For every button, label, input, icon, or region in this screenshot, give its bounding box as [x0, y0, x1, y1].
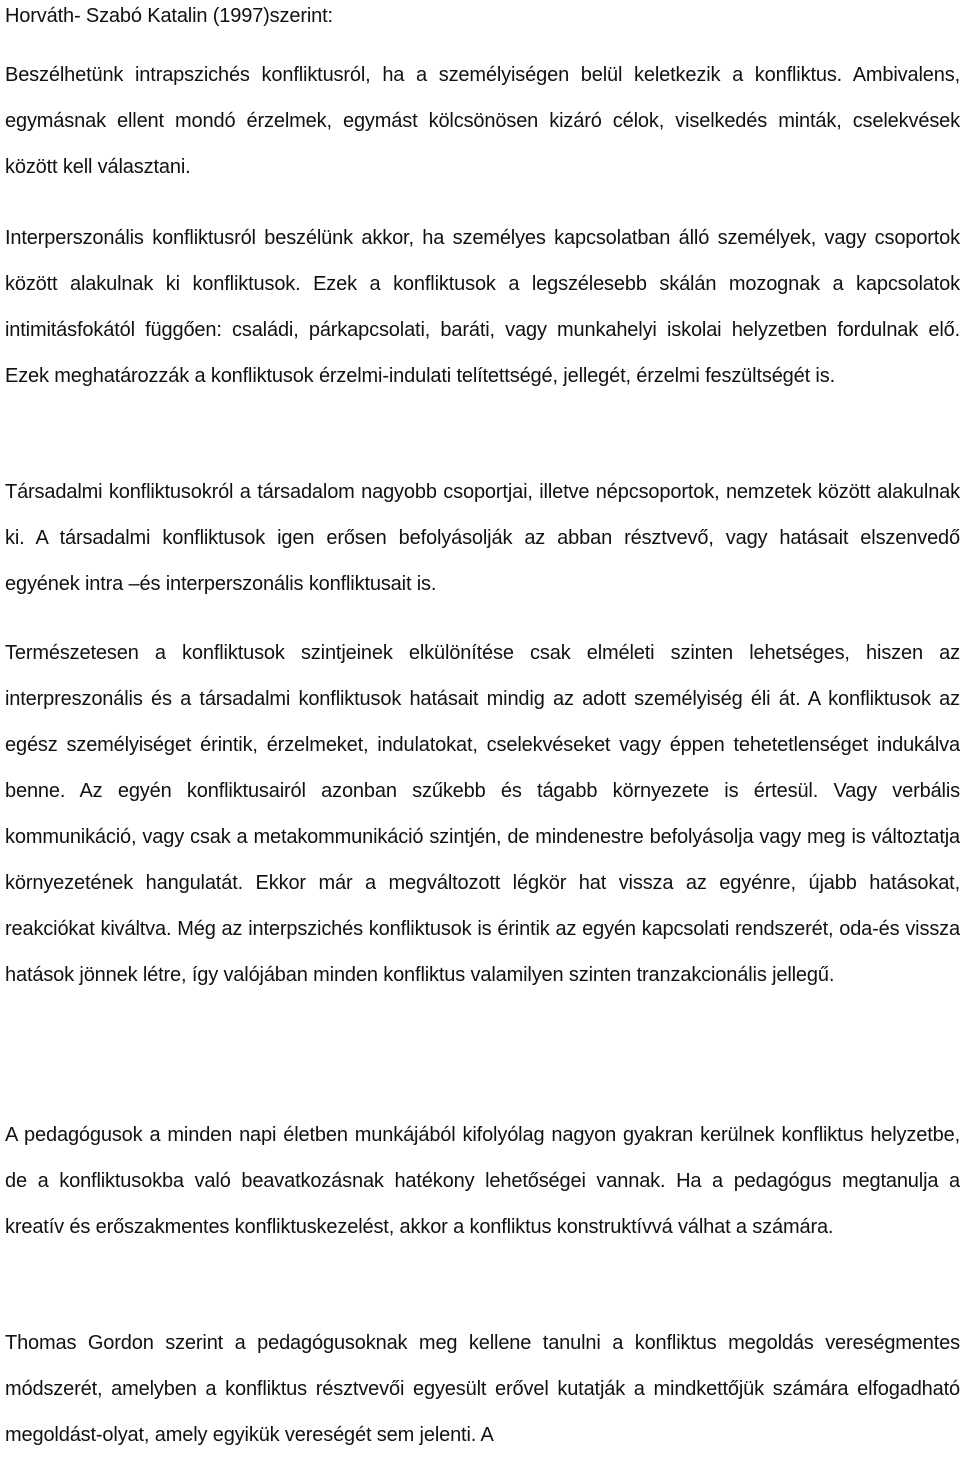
document-heading: Horváth- Szabó Katalin (1997)szerint:: [5, 5, 333, 27]
paragraph-intrapsychic-conflict: Beszélhetünk intrapszichés konfliktusról, ha a személyiségen belül keletkezik a konfliktus. Ambivalens, egymásnak ellent mondó érzelmek, egymást kölcsönösen kizáró célok, viselkedés minták, cselekvések között kell választani.: [5, 64, 960, 178]
paragraph-teachers-conflict: A pedagógusok a minden napi életben munkájából kifolyólag nagyon gyakran kerülnek konfliktus helyzetbe, de a konfliktusokba való beavatkozásnak hatékony lehetőségei vannak. Ha a pedagógus megtanulja a kreatív és erőszakmentes konfliktuskezelést, akkor a konfliktus konstruktívvá válhat a számára.: [5, 1124, 960, 1238]
document-page: [5, 0, 960, 1450]
paragraph-interpersonal-conflict: Interperszonális konfliktusról beszélünk akkor, ha személyes kapcsolatban álló személyek, vagy csoportok között alakulnak ki konfliktusok. Ezek a konfliktusok a legszélesebb skálán mozognak a kapcsolatok intimitásfokától függően: családi, párkapcsolati, baráti, vagy munkahelyi iskolai helyzetben fordulnak elő. Ezek meghatározzák a konfliktusok érzelmi-indulati telítettségé, jellegét, érzelmi feszültségét is.: [5, 227, 960, 387]
paragraph-thomas-gordon: Thomas Gordon szerint a pedagógusoknak meg kellene tanulni a konfliktus megoldás vereségmentes módszerét, amelyben a konfliktus résztvevői egyesült erővel kutatják a mindkettőjük számára elfogadható megoldást-olyat, amely egyikük vereségét sem jelenti. A: [5, 1332, 960, 1446]
paragraph-social-conflict: Társadalmi konfliktusokról a társadalom nagyobb csoportjai, illetve népcsoportok, nemzetek között alakulnak ki. A társadalmi konfliktusok igen erősen befolyásolják az abban résztvevő, vagy hatásait elszenvedő egyének intra –és interperszonális konfliktusait is.: [5, 481, 960, 595]
paragraph-conflict-levels: Természetesen a konfliktusok szintjeinek elkülönítése csak elméleti szinten lehetséges, hiszen az interpreszonális és a társadalmi konfliktusok hatásait mindig az adott személyiség éli át. A konfliktusok az egész személyiséget érintik, érzelmeket, indulatokat, cselekvéseket vagy éppen tehetetlenséget indukálva benne. Az egyén konfliktusairól azonban szűkebb és tágabb környezete is értesül. Vagy verbális kommunikáció, vagy csak a metakommunikáció szintjén, de mindenestre befolyásolja vagy meg is változtatja környezetének hangulatát. Ekkor már a megváltozott légkör hat vissza az egyénre, újabb hatásokat, reakciókat kiváltva. Még az interpszichés konfliktusok is érintik az egyén kapcsolati rendszerét, oda-és vissza hatások jönnek létre, így valójában minden konfliktus valamilyen szinten tranzakcionális jellegű.: [5, 642, 960, 986]
